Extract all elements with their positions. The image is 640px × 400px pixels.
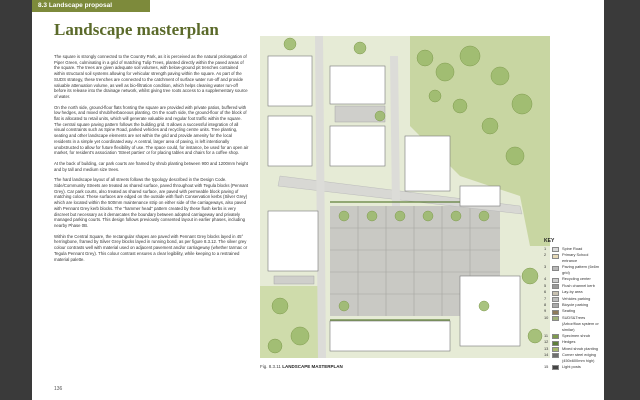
building-block (330, 66, 385, 104)
key-swatch (552, 334, 559, 339)
key-swatch (552, 341, 559, 346)
key-item-label: Spine Road (562, 246, 583, 251)
key-swatch (552, 291, 559, 296)
key-item-number: 3 (544, 264, 547, 270)
key-swatch (552, 278, 559, 283)
key-item-number: 6 (544, 289, 547, 295)
key-swatch (552, 310, 559, 315)
key-swatch (552, 297, 559, 302)
key-item-number: 2 (544, 252, 547, 258)
building-block (460, 276, 520, 346)
key-item-number: 10 (544, 314, 549, 320)
key-item (544, 252, 604, 264)
key-item-label: Hedges (562, 339, 576, 345)
key-item-label: Lay-by area (562, 289, 583, 295)
figure-caption (260, 364, 343, 369)
figure-number: Fig. 8.3.11 (260, 364, 281, 369)
body-text (54, 54, 250, 267)
key-item-number: 9 (544, 308, 547, 314)
paragraph: The hard landscape layout of all streets follows the typology described in the Design Code. Side/Community Streets are treated as shared surface, paved throughout with Tegula blocks (Pennant Grey). Car park courts, also treated as shared surface, are paved with permeable block paving of matching colour. These surfaces are edged on the outside with flush Conservation kerbs (Silver Grey) which are located within the 500mm maintenance strip on either side of the carriageways, also paved with Pennant Grey kerb blocks. The "hammer head" pattern created by these flush kerbs is very discreet but necessary as it demarcates the boundary between adopted carriageway and privately managed parking courts. This design follows previously consented layout in earlier phases, including nearby Phase 0B. (54, 177, 249, 228)
building-block (268, 211, 318, 271)
paragraph: The square is strongly connected to the Country Park, as it is perceived as the natural prolongation of Piper Green, culminating in a grid of matching Tulip Trees, planted directly within the paved areas of the square. The trees are given adequate soil volumes, with below-ground pit trenches contained within structural soil systems allowing for vehicular strength paving within the square. As part of the SUDS strategy, these trenches are connected to the catchment of surface water run-off and provide valuable attenuation volume, as well as bio-filtration condition, which helps cleaning water run-off before its release into the drainage network, whilst giving tree roots access to a supplementary source of water. (54, 54, 248, 99)
document-page (32, 0, 604, 400)
paragraph: On the north side, ground-floor flats fronting the square are provided with private patios, buffered with low hedges, and mixed shrub/herbaceous planting. On the south side, the ground-floor of the block of flat is allocated to retail units, which will generate valuable and regular foot traffic within the square. The central square paving pattern follows the building grid. It allows a successful integration of all visual constraints such as Spine Road, parked vehicles and recycling centre units. Tree planting, seating and other landscape elements are set within the grid and provide amenity for the local residents in a simple yet coordinated way. A central, larger area of paving, is left intentionally unobstructed to allow for future flexibility of use. The space could, for instance, be used for an open air market, for resident's association 'Street parties' or for placing tables and chairs for a coffee shop. (54, 104, 249, 156)
key-swatch (552, 347, 559, 352)
key-item-label: Light posts (562, 363, 581, 369)
key-item (544, 364, 604, 370)
key-item-label: Vehicles parking (562, 295, 591, 301)
key-item-number: 5 (544, 282, 547, 288)
masterplan-drawing (260, 36, 550, 358)
key-item-label: Primary School entrance (562, 252, 589, 264)
key-item-label: Bicycle parking (562, 301, 589, 307)
plan-key (544, 238, 604, 370)
key-list (544, 246, 604, 370)
key-swatch (552, 247, 559, 252)
building-block (268, 56, 312, 106)
key-item-label: Corner steel edging (450x600mm high) (562, 351, 596, 363)
building-block (460, 186, 500, 206)
key-item-number: 8 (544, 301, 547, 307)
key-swatch (552, 353, 559, 358)
key-item-number: 7 (544, 295, 547, 301)
key-swatch (552, 266, 559, 271)
key-item (544, 264, 604, 276)
page-title: Landscape masterplan (54, 20, 219, 39)
key-item-label: Mixed shrub planting (562, 345, 598, 351)
key-item-label: Recycling center (562, 276, 591, 282)
key-item-label: Paving pattern (6x6m grid) (562, 264, 599, 276)
key-item-label: SUDS&Trees (Arbor/flow system or similar) (562, 314, 599, 332)
key-item-label: Specimen shrub (562, 332, 591, 338)
paragraph: Within the Central Square, the rectangular shapes are paved with Pennant Grey blocks layed in 45° herringbone, framed by Silver Grey blocks layed in running bond, as per figure 8.3.12. The silver grey colour contrasts well with material used on adjacent pavement and/or carriageway (whether tarmac or Tegula Pennant Grey). This colour contrast ensures a clear legibility, while keeping to a restrained material palette. (54, 233, 248, 262)
building-block (330, 126, 385, 166)
key-item-number: 4 (544, 276, 547, 282)
figure-label: LANDSCAPE MASTERPLAN (282, 364, 343, 369)
building-block (268, 116, 312, 166)
key-item-number: 13 (544, 345, 549, 351)
key-item-number: 11 (544, 332, 549, 338)
key-item-number: 14 (544, 351, 549, 357)
key-swatch (552, 365, 559, 370)
key-item-label: Flush channel kerb (562, 282, 595, 288)
section-tab: 8.3 Landscape proposal (32, 0, 150, 12)
key-item (544, 352, 604, 364)
key-item-label: Seating (562, 308, 576, 314)
key-title: KEY (544, 238, 555, 244)
building-block (330, 321, 450, 351)
key-item-number: 15 (544, 363, 549, 369)
key-swatch (552, 316, 559, 321)
key-item (544, 315, 604, 333)
key-item-number: 1 (544, 246, 547, 251)
key-swatch (552, 303, 559, 308)
paragraph: At the back of building, car park courts are framed by shrub planting between 900 and 1200mm height and by tall and medium size trees. (54, 160, 248, 172)
key-item-number: 12 (544, 339, 549, 345)
key-swatch (552, 254, 559, 259)
building-block (405, 136, 450, 191)
key-swatch (552, 284, 559, 289)
page-number: 136 (54, 386, 63, 392)
